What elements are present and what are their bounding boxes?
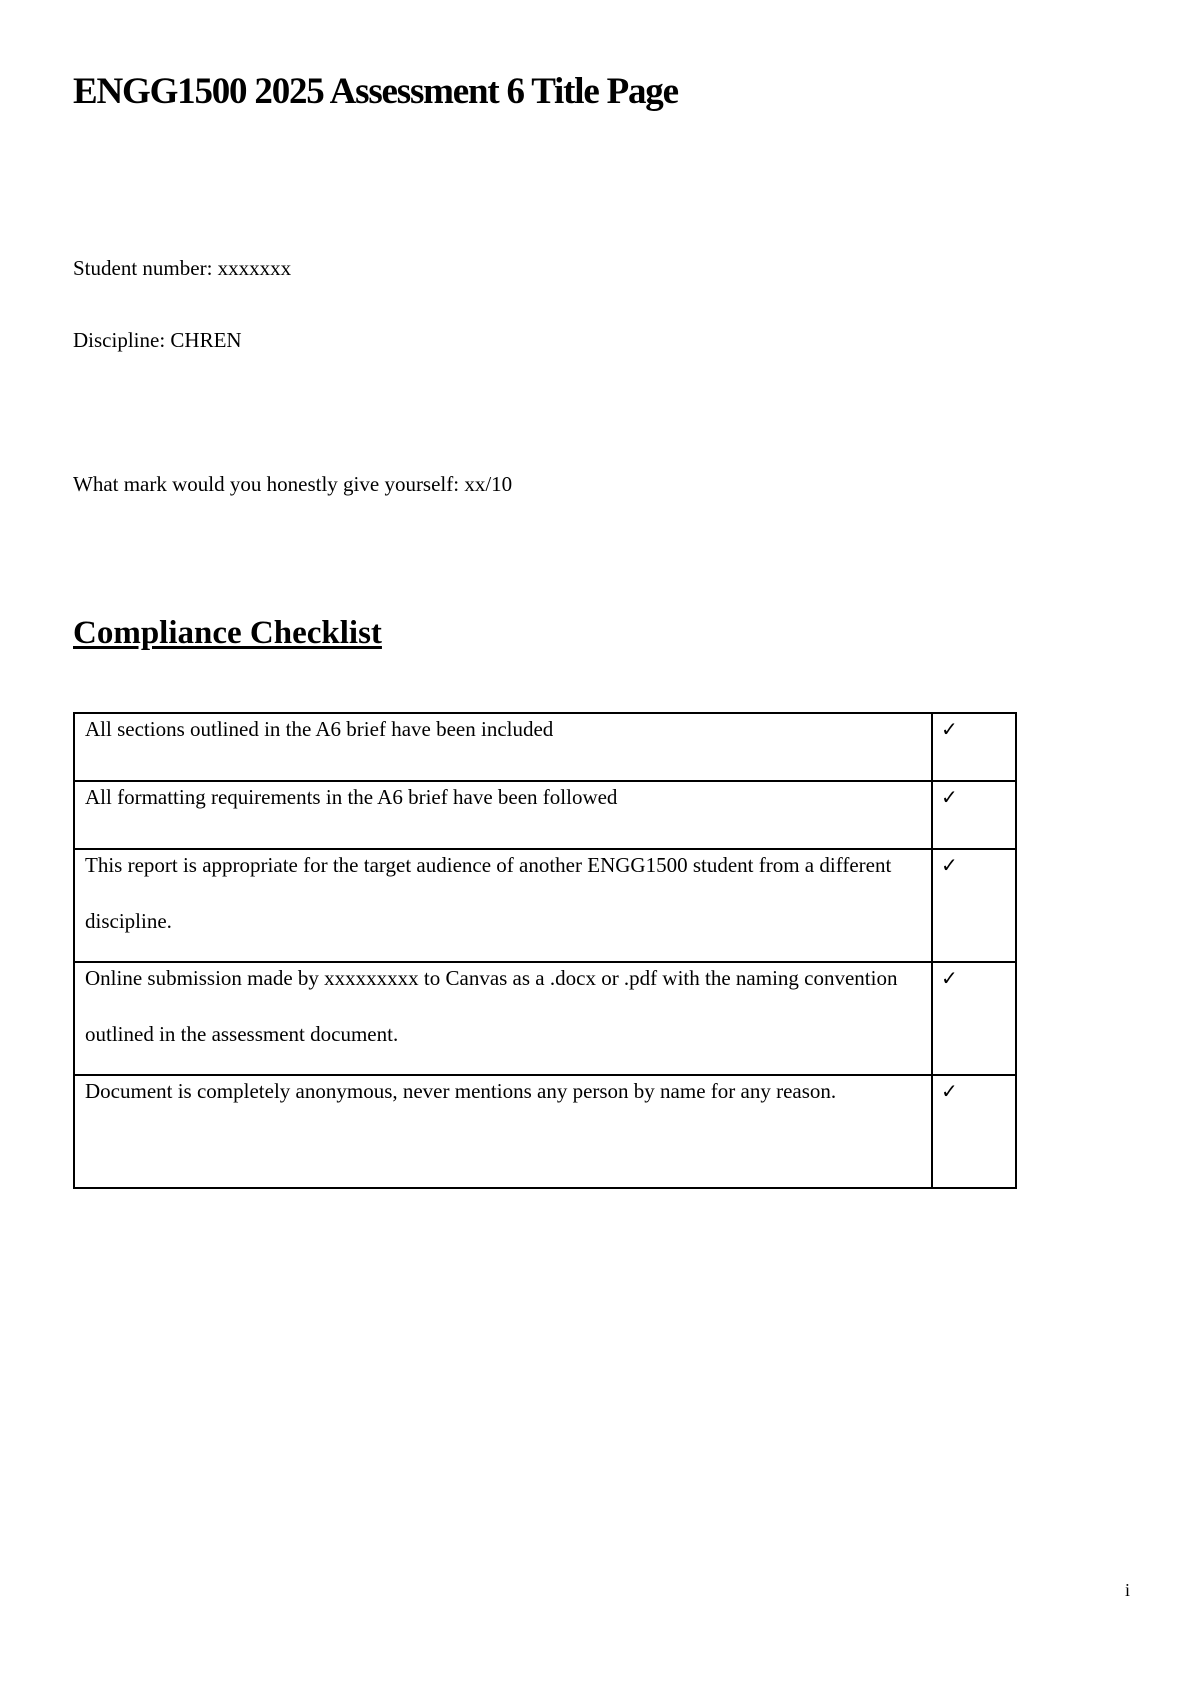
checklist-item-text: All formatting requirements in the A6 brief have been followed xyxy=(85,785,618,809)
document-title: ENGG1500 2025 Assessment 6 Title Page xyxy=(73,71,678,112)
checkmark-icon: ✓ xyxy=(941,785,958,809)
checkmark-icon: ✓ xyxy=(941,1079,958,1103)
checkmark-icon: ✓ xyxy=(941,853,958,877)
checklist-item-text: This report is appropriate for the target audience of another ENGG1500 student from a different discipline. xyxy=(85,853,892,933)
checklist-row xyxy=(74,849,1016,962)
checkmark-icon: ✓ xyxy=(941,966,958,990)
compliance-checklist-table xyxy=(73,712,1017,1189)
self-mark-line: What mark would you honestly give yourself: xx/10 xyxy=(73,472,513,496)
checklist-row xyxy=(74,1075,1016,1188)
student-number-line: Student number: xxxxxxx xyxy=(73,256,292,280)
checklist-tick-cell xyxy=(932,962,1016,1075)
discipline-line: Discipline: CHREN xyxy=(73,328,242,352)
checklist-item-text: All sections outlined in the A6 brief have been included xyxy=(85,717,554,741)
checklist-row xyxy=(74,962,1016,1075)
compliance-checklist-heading: Compliance Checklist xyxy=(73,615,382,651)
checklist-item-cell xyxy=(74,849,932,962)
checklist-item-cell xyxy=(74,962,932,1075)
checkmark-icon: ✓ xyxy=(941,717,958,741)
page-number: i xyxy=(1125,1580,1131,1600)
checklist-item-cell xyxy=(74,1075,932,1188)
checklist-tick-cell xyxy=(932,849,1016,962)
checklist-tick-cell xyxy=(932,1075,1016,1188)
checklist-item-text: Online submission made by xxxxxxxxx to Canvas as a .docx or .pdf with the naming convention outlined in the assessment document. xyxy=(85,966,898,1046)
checklist-item-text: Document is completely anonymous, never mentions any person by name for any reason. xyxy=(85,1079,837,1103)
